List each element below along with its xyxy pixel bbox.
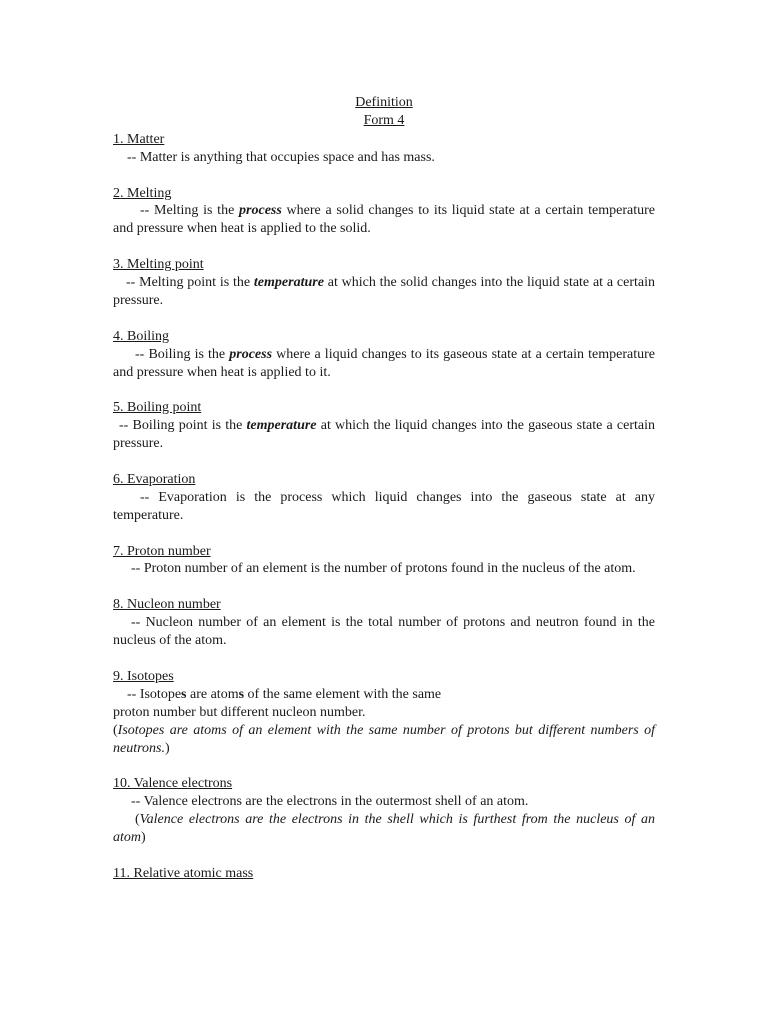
emphasis-term: temperature bbox=[253, 275, 324, 291]
definition-note: (Valence electrons are the electrons in the shell which is furthest from the nucleus of an atom) bbox=[113, 812, 655, 846]
document-page bbox=[113, 94, 655, 901]
title-block bbox=[113, 94, 655, 130]
document-subtitle: Form 4 bbox=[363, 112, 405, 128]
section-heading: 3. Melting point bbox=[113, 257, 204, 273]
section-heading: 2. Melting bbox=[113, 185, 172, 201]
definition-nucleon-number bbox=[113, 596, 655, 650]
section-heading: 10. Valence electrons bbox=[113, 776, 233, 792]
definition-matter bbox=[113, 131, 655, 167]
definition-relative-atomic-mass bbox=[113, 865, 655, 883]
section-heading: 8. Nucleon number bbox=[113, 597, 221, 613]
section-heading: 11. Relative atomic mass bbox=[113, 865, 254, 881]
definition-text: -- Proton number of an element is the number of protons found in the nucleus of the atom. bbox=[131, 561, 636, 577]
definition-boiling-point bbox=[113, 399, 655, 453]
definition-valence-electrons bbox=[113, 775, 655, 847]
section-heading: 9. Isotopes bbox=[113, 668, 174, 684]
section-heading: 1. Matter bbox=[113, 131, 165, 147]
definition-note: (Isotopes are atoms of an element with the same number of protons but different numbers of neutrons.) bbox=[113, 722, 655, 756]
section-heading: 4. Boiling bbox=[113, 328, 170, 344]
definition-text: -- Boiling is the process where a liquid changes to its gaseous state at a certain temperature and pressure when heat is applied to it. bbox=[113, 346, 655, 380]
definition-boiling bbox=[113, 328, 655, 382]
section-heading: 6. Evaporation bbox=[113, 471, 196, 487]
section-heading: 5. Boiling point bbox=[113, 400, 202, 416]
definition-text: -- Melting point is the temperature at which the solid changes into the liquid state at a certain pressure. bbox=[113, 275, 655, 308]
emphasis-term: temperature bbox=[246, 418, 317, 434]
definition-melting-point bbox=[113, 256, 655, 310]
emphasis-term: process bbox=[229, 346, 273, 362]
definition-text: -- Isotopes are atoms of the same element with the same bbox=[127, 686, 442, 702]
definition-text: -- Nucleon number of an element is the total number of protons and neutron found in the nucleus of the atom. bbox=[113, 615, 655, 649]
definition-isotopes bbox=[113, 668, 655, 758]
definition-text: -- Evaporation is the process which liquid changes into the gaseous state at any temperature. bbox=[113, 489, 655, 523]
definition-text: -- Matter is anything that occupies space and has mass. bbox=[127, 149, 435, 165]
definition-text: -- Boiling point is the temperature at which the liquid changes into the gaseous state a certain pressure. bbox=[113, 418, 655, 452]
document-title: Definition bbox=[355, 95, 413, 110]
definition-proton-number bbox=[113, 543, 655, 579]
emphasis-term: process bbox=[239, 203, 282, 219]
definition-text-continued: proton number but different nucleon number. bbox=[113, 704, 366, 720]
definition-text: -- Valence electrons are the electrons in the outermost shell of an atom. bbox=[131, 794, 529, 810]
definition-evaporation bbox=[113, 471, 655, 525]
definition-text: -- Melting is the process where a solid changes to its liquid state at a certain temperature and pressure when heat is applied to the solid. bbox=[113, 203, 655, 237]
section-heading: 7. Proton number bbox=[113, 543, 211, 559]
definition-melting bbox=[113, 185, 655, 239]
